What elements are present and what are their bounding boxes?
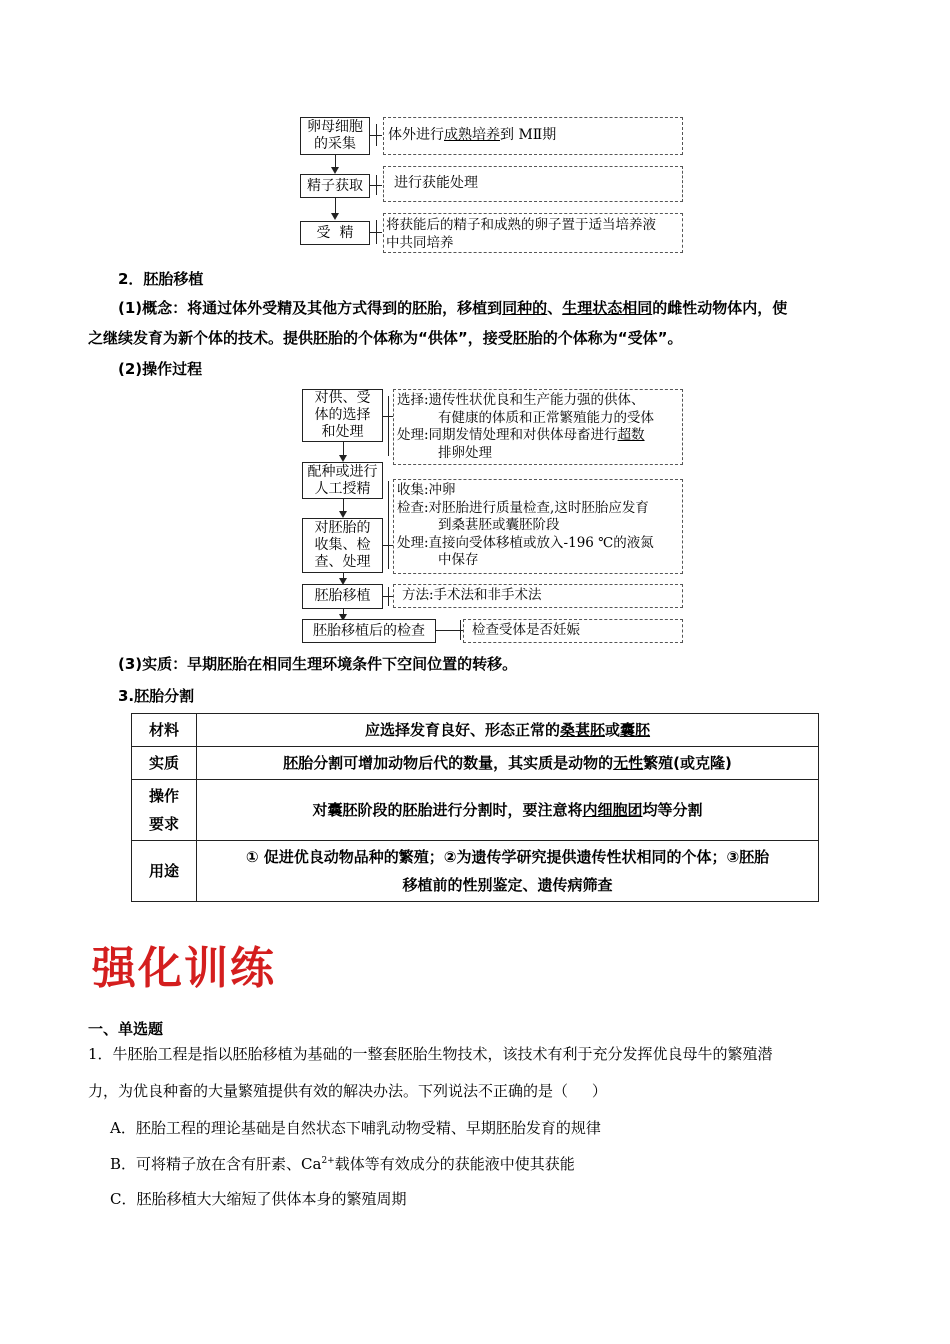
flow1-step1-line1: 卵母细胞 xyxy=(307,119,363,135)
flow2-s3-l2: 收集、检 xyxy=(314,537,371,553)
row-content-uses: ① 促进优良动物品种的繁殖；②为遗传学研究提供遗传性状相同的个体；③胚胎 移植前的性别鉴定、遗传病筛查 xyxy=(197,841,819,902)
flow2-s2-l2: 人工授精 xyxy=(314,480,371,497)
flow2-n2-l1: 收集:冲卵 xyxy=(397,482,456,498)
flow1-step2-label: 精子获取 xyxy=(307,177,363,194)
flow1-step-fertilization xyxy=(300,221,370,245)
flow1-note-maturation xyxy=(383,117,683,155)
row-content-requirements: 对囊胚阶段的胚胎进行分割时，要注意将内细胞团均等分割 xyxy=(197,780,819,841)
option-c: C．胚胎移植大大缩短了供体本身的繁殖周期 xyxy=(110,1190,407,1208)
flow2-s2-l1: 配种或进行 xyxy=(307,463,378,480)
concept-label: (1)概念： xyxy=(118,299,188,317)
reinforcement-training-banner: 强化训练 xyxy=(92,943,276,994)
flow1-note-coculture xyxy=(383,213,683,253)
row-label-requirements: 操作 要求 xyxy=(132,780,197,841)
flow2-step-selection xyxy=(302,389,383,442)
flow2-step-mating xyxy=(302,462,383,499)
section2-concept xyxy=(88,293,868,353)
flow2-n2-l5: 中保存 xyxy=(438,552,479,568)
section3-title: 3.胚胎分割 xyxy=(118,687,195,705)
row-content-material: 应选择发育良好、形态正常的桑葚胚或囊胚 xyxy=(197,714,819,747)
flow2-n2-l3: 到桑葚胚或囊胚阶段 xyxy=(438,517,560,533)
exercise-section-title: 一、单选题 xyxy=(88,1020,164,1038)
question-1-line2: 力，为优良种畜的大量繁殖提供有效的解决办法。下列说法不正确的是（ ） xyxy=(88,1082,607,1100)
flow1-note1-post: 到 MⅡ期 xyxy=(500,127,557,143)
row-label-uses: 用途 xyxy=(132,841,197,902)
flow1-step-oocyte-collection xyxy=(300,117,370,155)
flow2-step-embryo-handling xyxy=(302,518,383,573)
flow1-note2-text: 进行获能处理 xyxy=(394,175,478,191)
concept-underlined-2: 生理状态相同 xyxy=(562,299,653,317)
flow2-n1-l4: 排卵处理 xyxy=(438,444,492,461)
flow1-note-capacitation xyxy=(383,166,683,202)
flow2-s4-label: 胚胎移植 xyxy=(314,588,371,604)
row-label-essence: 实质 xyxy=(132,747,197,780)
flow2-note-collection xyxy=(393,479,683,574)
section2-essence: (3)实质：早期胚胎在相同生理环境条件下空间位置的转移。 xyxy=(118,655,518,673)
row-content-essence: 胚胎分割可增加动物后代的数量，其实质是动物的无性繁殖(或克隆) xyxy=(197,747,819,780)
flow2-s3-l1: 对胚胎的 xyxy=(314,520,371,536)
flow1-step1-line2: 的采集 xyxy=(314,136,356,152)
flow2-s1-l3: 和处理 xyxy=(321,424,364,440)
flow2-n1-l2: 有健康的体质和正常繁殖能力的受体 xyxy=(438,409,654,426)
concept-line2: 之继续发育为新个体的技术。提供胚胎的个体称为“供体”，接受胚胎的个体称为“受体”。 xyxy=(88,329,683,347)
option-b: B．可将精子放在含有肝素、$Ca^{2+}$载体等有效成分的获能液中使其获能 xyxy=(110,1155,575,1173)
flow2-note-selection xyxy=(393,389,683,465)
flow2-n2-l4: 处理:直接向受体移植或放入-196 ℃的液氮 xyxy=(397,534,654,551)
section2-title: 2．胚胎移植 xyxy=(118,270,204,288)
flow2-s5-label: 胚胎移植后的检查 xyxy=(313,622,425,639)
concept-post: 的雌性动物体内，使 xyxy=(652,299,788,317)
flow2-n3-text: 方法:手术法和非手术法 xyxy=(402,587,542,603)
flow2-step-post-check xyxy=(302,619,436,643)
embryo-splitting-table xyxy=(131,713,819,902)
option-a: A．胚胎工程的理论基础是自然状态下哺乳动物受精、早期胚胎发育的规律 xyxy=(110,1119,601,1137)
question-1-line1: 1．牛胚胎工程是指以胚胎移植为基础的一整套胚胎生物技术，该技术有利于充分发挥优良母牛的繁殖潜 xyxy=(88,1045,773,1063)
flow2-step-transfer xyxy=(302,584,383,609)
table-row xyxy=(132,714,819,747)
flow1-note1-pre: 体外进行 xyxy=(388,127,444,143)
flow1-step-sperm-acquisition xyxy=(300,174,370,198)
flow2-note-pregnancy xyxy=(463,619,683,643)
flow2-n2-l2: 检查:对胚胎进行质量检查,这时胚胎应发育 xyxy=(397,499,649,516)
table-row xyxy=(132,841,819,902)
flow2-s3-l3: 查、处理 xyxy=(314,554,371,570)
flow2-n1-l3-pre: 处理:同期发情处理和对供体母畜进行 xyxy=(397,427,618,443)
flow1-note3-line2: 中共同培养 xyxy=(386,235,454,251)
row-label-material: 材料 xyxy=(132,714,197,747)
table-row xyxy=(132,780,819,841)
table-row xyxy=(132,747,819,780)
flow2-n4-text: 检查受体是否妊娠 xyxy=(472,622,580,638)
flow1-step3-label: 受 精 xyxy=(316,224,354,241)
flow2-n1-l1: 选择:遗传性状优良和生产能力强的供体、 xyxy=(397,392,645,408)
flow1-note1-underlined: 成熟培养 xyxy=(444,127,500,143)
flow2-s1-l1: 对供、受 xyxy=(314,390,371,406)
flow2-note-method xyxy=(393,584,683,608)
process-label: (2)操作过程 xyxy=(118,360,203,378)
concept-mid: 、 xyxy=(547,299,563,317)
flow2-s1-l2: 体的选择 xyxy=(314,407,371,423)
concept-underlined-1: 同种的 xyxy=(502,299,548,317)
flow1-note3-line1: 将获能后的精子和成熟的卵子置于适当培养液 xyxy=(386,217,656,233)
concept-pre: 将通过体外受精及其他方式得到的胚胎，移植到 xyxy=(187,299,503,317)
flow2-n1-l3-underlined: 超数 xyxy=(617,427,645,443)
